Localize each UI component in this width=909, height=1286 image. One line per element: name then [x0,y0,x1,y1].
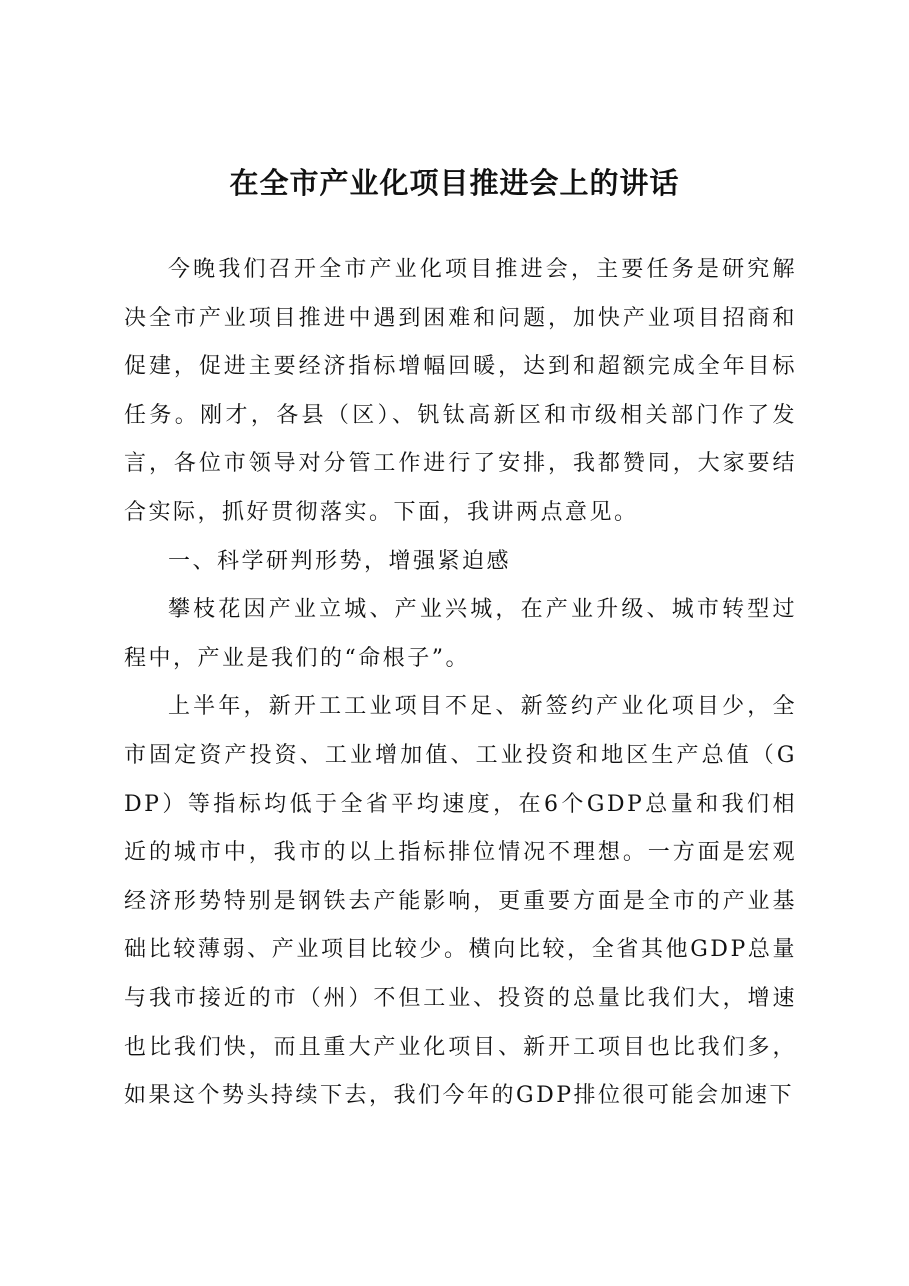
document-body [124,246,797,1121]
document-title: 在全市产业化项目推进会上的讲话 [229,166,680,200]
paragraph-opening: 今晚我们召开全市产业化项目推进会，主要任务是研究解决全市产业项目推进中遇到困难和问题，加快产业项目招商和促建，促进主要经济指标增幅回暖，达到和超额完成全年目标任务。刚才，各县（区）、钒钛高新区和市级相关部门作了发言，各位市领导对分管工作进行了安排，我都赞同，大家要结合实际，抓好贯彻落实。下面，我讲两点意见。 [124,257,797,525]
section-heading-1: 一、科学研判形势，增强紧迫感 [168,548,512,574]
paragraph-first-half: 上半年，新开工工业项目不足、新签约产业化项目少，全市固定资产投资、工业增加值、工业投资和地区生产总值（GDP）等指标均低于全省平均速度，在6个GDP总量和我们相近的城市中，我市的以上指标排位情况不理想。一方面是宏观经济形势特别是钢铁去产能影响，更重要方面是全市的产业基础比较薄弱、产业项目比较少。横向比较，全省其他GDP总量与我市接近的市（州）不但工业、投资的总量比我们大，增速也比我们快，而且重大产业化项目、新开工项目也比我们多，如果这个势头持续下去，我们今年的GDP排位很可能会加速下 [124,694,797,1109]
paragraph-industry: 攀枝花因产业立城、产业兴城，在产业升级、城市转型过程中，产业是我们的“命根子”。 [124,597,797,671]
